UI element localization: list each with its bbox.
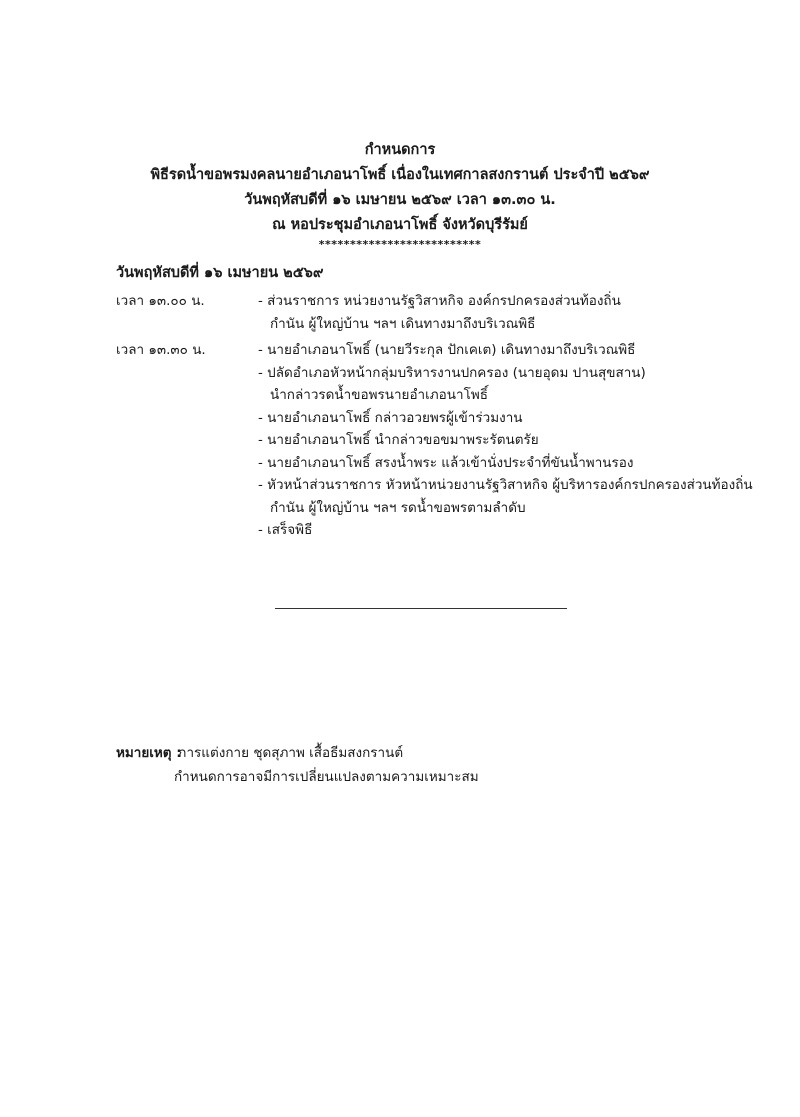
schedule-item xyxy=(258,339,776,362)
schedule-items xyxy=(258,339,776,542)
ceremony-datetime: วันพฤหัสบดีที่ ๑๖ เมษายน ๒๕๖๙ เวลา ๑๓.๓๐ น. xyxy=(244,192,556,208)
schedule-item-continuation: นำกล่าวรดน้ำขอพรนายอำเภอนาโพธิ์ xyxy=(270,387,488,403)
schedule-item-text: - นายอำเภอนาโพธิ์ นำกล่าวขอขมาพระรัตนตรัย xyxy=(258,432,539,448)
remark-section xyxy=(116,741,479,789)
schedule-item-text: - หัวหน้าส่วนราชการ หัวหน้าหน่วยงานรัฐวิสาหกิจ ผู้บริหารองค์กรปกครองส่วนท้องถิ่น xyxy=(258,477,753,493)
ceremony-title: พิธีรดน้ำขอพรมงคลนายอำเภอนาโพธิ์ เนื่องในเทศกาลสงกรานต์ ประจำปี ๒๕๖๙ xyxy=(150,167,650,183)
schedule-row xyxy=(116,339,776,542)
header-separator-stars: ************************** xyxy=(318,238,482,251)
schedule-item xyxy=(258,429,776,452)
schedule-item-text: - นายอำเภอนาโพธิ์ (นายวีระกุล ปักเคเต) เดินทางมาถึงบริเวณพิธี xyxy=(258,342,636,358)
schedule-item-text: - นายอำเภอนาโพธิ์ กล่าวอวยพรผู้เข้าร่วมงาน xyxy=(258,409,523,426)
schedule-items xyxy=(258,290,776,335)
document-header xyxy=(0,138,800,252)
schedule-item xyxy=(258,474,776,519)
schedule-item xyxy=(258,519,776,542)
schedule-date-heading: วันพฤหัสบดีที่ ๑๖ เมษายน ๒๕๖๙ xyxy=(116,265,324,281)
schedule-item-text: - นายอำเภอนาโพธิ์ สรงน้ำพระ แล้วเข้านั่งประจำที่ขันน้ำพานรอง xyxy=(258,454,634,471)
schedule-row xyxy=(116,290,776,335)
remark-line-2: กำหนดการอาจมีการเปลี่ยนแปลงตามความเหมาะสม xyxy=(174,769,479,785)
schedule-item-continuation: กำนัน ผู้ใหญ่บ้าน ฯลฯ เดินทางมาถึงบริเวณพิธี xyxy=(270,315,536,332)
schedule-item-text: - ปลัดอำเภอหัวหน้ากลุ่มบริหารงานปกครอง (นายอุดม ปานสุขสาน) xyxy=(258,364,646,381)
schedule-item xyxy=(258,407,776,430)
schedule-time: เวลา ๑๓.๐๐ น. xyxy=(116,293,205,309)
schedule-list xyxy=(116,290,776,542)
section-divider-line xyxy=(275,608,567,609)
schedule-item xyxy=(258,362,776,407)
schedule-item-text: - เสร็จพิธี xyxy=(258,522,313,538)
schedule-item xyxy=(258,452,776,475)
remark-line-1: การแต่งกาย ชุดสุภาพ เสื้อธีมสงกรานต์ xyxy=(178,745,404,761)
remark-label: หมายเหตุ : xyxy=(116,745,182,761)
schedule-item-continuation: กำนัน ผู้ใหญ่บ้าน ฯลฯ รดน้ำขอพรตามลำดับ xyxy=(270,499,526,516)
schedule-time: เวลา ๑๓.๓๐ น. xyxy=(116,342,206,358)
document-title: กำหนดการ xyxy=(364,142,436,158)
schedule-item xyxy=(258,290,776,335)
schedule-item-text: - ส่วนราชการ หน่วยงานรัฐวิสาหกิจ องค์กรปกครองส่วนท้องถิ่น xyxy=(258,293,621,309)
ceremony-venue: ณ หอประชุมอำเภอนาโพธิ์ จังหวัดบุรีรัมย์ xyxy=(272,217,528,233)
